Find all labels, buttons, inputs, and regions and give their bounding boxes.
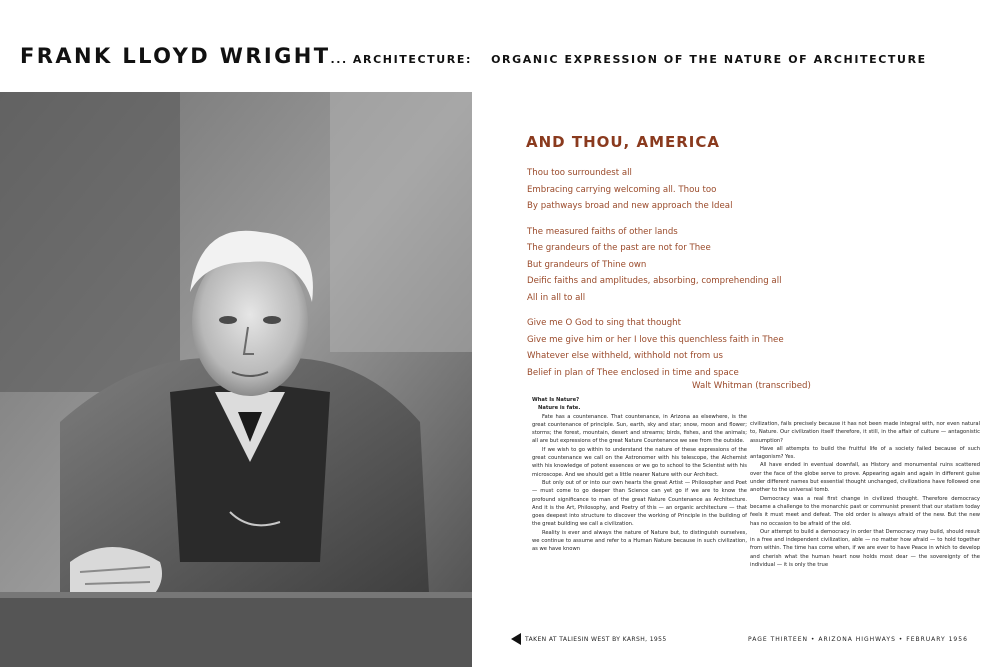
prose-question: What Is Nature? <box>532 397 580 403</box>
caption-text: TAKEN AT TALIESIN WEST BY KARSH, 1955 <box>525 636 667 643</box>
poem-stanza <box>527 165 827 215</box>
page-footer: PAGE THIRTEEN • ARIZONA HIGHWAYS • FEBRUARY 1956 <box>748 636 968 643</box>
poem-line: Give me give him or her I love this quenchless faith in Thee <box>527 334 784 345</box>
poem-line: Whatever else withheld, withhold not from us <box>527 351 723 361</box>
poem-stanza <box>527 224 827 307</box>
poem-line: Embracing carrying welcoming all. Thou too <box>527 184 717 195</box>
poem-line: All in all to all <box>527 292 586 303</box>
poem-line: The grandeurs of the past are not for Thee <box>527 243 711 253</box>
poem-line: Deific faiths and amplitudes, absorbing, comprehending all <box>527 276 782 286</box>
header-section: ARCHITECTURE: <box>352 53 472 66</box>
poem-line: Belief in plan of Thee enclosed in time and space <box>527 367 739 378</box>
prose-paragraph: All have ended in eventual downfall, as History and monumental ruins scattered over the face of the globe serve to prove. Appearing again and again in different guise under different names but essential thought unchanged, civilizations have followed one another to the universal tomb. <box>750 462 980 494</box>
header-subtitle: ORGANIC EXPRESSION OF THE NATURE OF ARCHITECTURE <box>491 53 927 66</box>
portrait-photo <box>0 92 472 667</box>
poem-line: But grandeurs of Thine own <box>527 259 647 270</box>
poem-line: By pathways broad and new approach the Ideal <box>527 201 733 211</box>
prose-paragraph: Reality is ever and always the nature of Nature but, to distinguish ourselves, we continue to assume and refer to a Human Nature because in such civilization, as we have known <box>532 529 747 553</box>
header-title: FRANK LLOYD WRIGHT <box>20 44 331 68</box>
prose-paragraph: If we wish to go within to understand the nature of these expressions of the great countenance we call on the Astronomer with his telescope, the Alchemist with his knowledge of potent essences or we go to school to the Scientist with his microscope. And we should get a little nearer Nature with our Architect. <box>532 446 747 478</box>
poem-attribution: Walt Whitman (transcribed) <box>692 381 811 391</box>
page-header <box>20 44 990 78</box>
prose-paragraph: Democracy was a real first change in civilized thought. Therefore democracy became a challenge to the monarchic past or communist present that our statism today feels it must meet and defeat. The old order is always afraid of the new. But the new has no occasion to be afraid of the old. <box>750 495 980 527</box>
prose-paragraph: Have all attempts to build the fruitful life of a society failed because of such antagonism? Yes. <box>750 445 980 461</box>
poem-stanza <box>527 315 827 381</box>
prose-paragraph: But only out of or into our own hearts the great Artist — Philosopher and Poet — must come to go deeper than Science can yet go if we are to know the profound significance to man of the great Nature Countenance as Architecture. And it is the Art, Philosophy, and Poetry of this — an organic architecture — that goes deepest into structure to discover the working of Principle in the building of the great building we call a civilization. <box>532 479 747 528</box>
header-dots: ... <box>330 53 348 66</box>
prose-paragraph: civilization, fails precisely because it has not been made integral with, nor even natural to, Nature. Our civilization itself therefore, it still, in the affair of culture — antagonistic assumption? <box>750 421 980 444</box>
portrait-illustration <box>0 92 472 667</box>
prose-column-left <box>532 396 747 554</box>
photo-caption <box>525 636 667 643</box>
prose-paragraph: Fate has a countenance. That countenance, in Arizona as elsewhere, is the great countenance of principle. Sun, earth, sky and star; snow, moon and flower; storms; the forest, mountain, desert and streams; birds, fishes, and the animals; all are but expressions of the great Nature Countenance we see from the outside. <box>532 413 747 445</box>
poem <box>527 165 827 390</box>
poem-line: Thou too surroundest all <box>527 168 632 178</box>
prose-answer: Nature is fate. <box>538 405 581 412</box>
poem-line: The measured faiths of other lands <box>527 226 678 237</box>
prose-column-right <box>750 420 980 569</box>
caption-arrow-icon <box>511 633 521 645</box>
poem-line: Give me O God to sing that thought <box>527 318 681 328</box>
prose-paragraph: Our attempt to build a democracy in order that Democracy may build, should result in a free and independent civilization, able — no matter how afraid — to hold together from within. The time has come when, if we are ever to have Peace in which to develop and cherish what the human heart now holds most dear — the sovereignty of the individual — it is only the true <box>750 528 980 569</box>
poem-title: AND THOU, AMERICA <box>526 133 721 151</box>
